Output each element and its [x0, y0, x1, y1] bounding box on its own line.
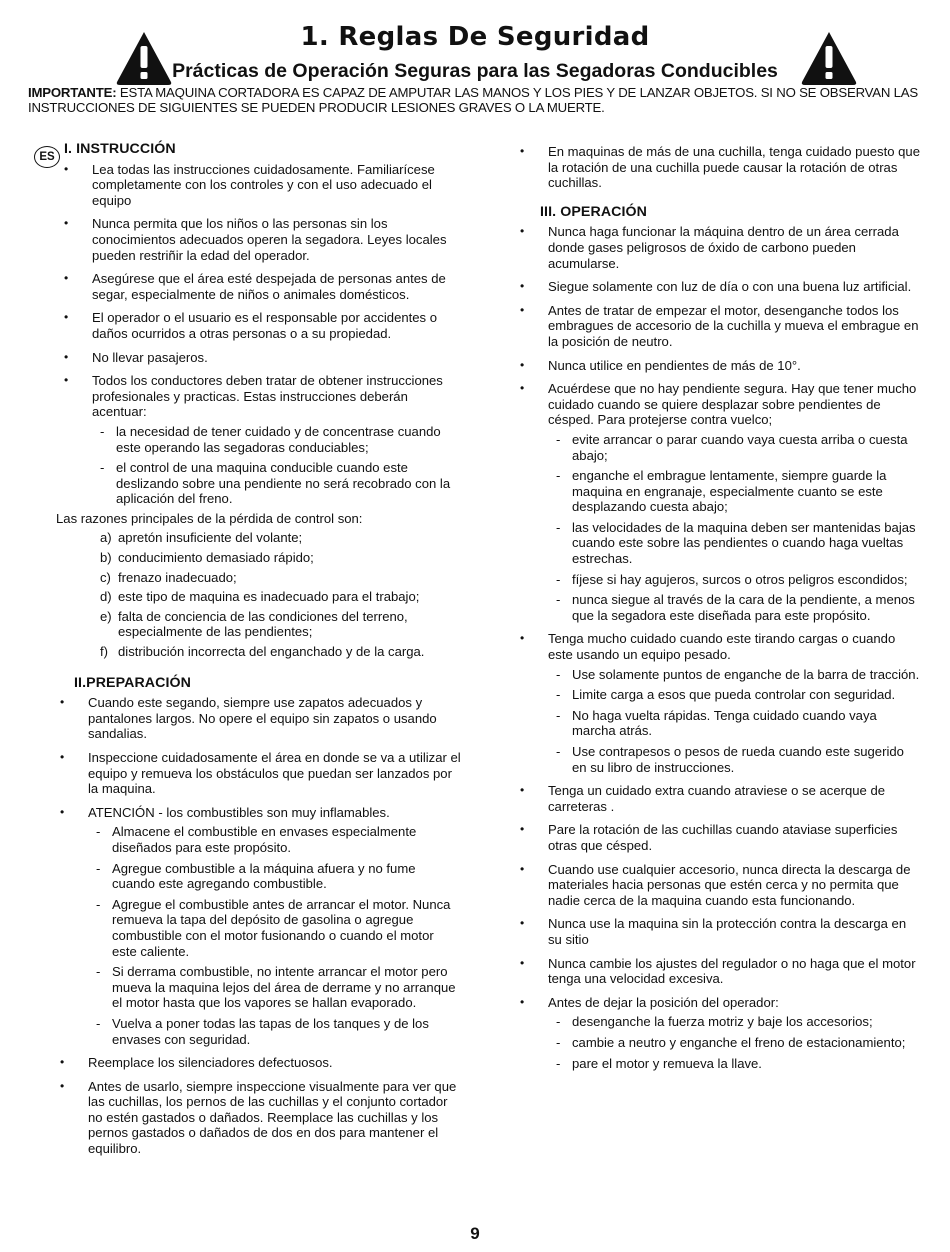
list-item: • Cuando este segando, siempre use zapatos adecuados y pantalones largos. No opere el equipo sin zapatos o usando sandalias.: [60, 695, 462, 742]
sub-list: [88, 824, 462, 1047]
reasons-intro: Las razones principales de la pérdida de control son:: [56, 510, 363, 526]
list-item: [520, 381, 920, 623]
list-item: • Reemplace los silenciadores defectuosos.: [60, 1055, 462, 1071]
sub-list-item: - nunca siegue al través de la cara de la pendiente, a menos que la segadora este diseñada para este propósito.: [548, 592, 920, 623]
reason-item: [64, 550, 462, 566]
list-item: • Asegúrese que el área esté despejada de personas antes de segar, especialmente de niños o animales domésticos.: [64, 271, 462, 302]
list-item: • No llevar pasajeros.: [64, 350, 462, 366]
section-heading-preparacion: II.PREPARACIÓN: [74, 674, 192, 691]
list-item: • Nunca cambie los ajustes del regulador o no haga que el motor tenga una velocidad excesiva.: [520, 956, 920, 987]
list-item: • El operador o el usuario es el responsable por accidentes o daños ocurridos a otras personas o a su propiedad.: [64, 310, 462, 341]
top-list: [520, 144, 920, 191]
page-title: 1. Reglas De Seguridad: [300, 22, 650, 52]
sub-list: [548, 432, 920, 624]
reason-text: conducimiento demasiado rápido;: [118, 550, 314, 566]
left-column: [56, 141, 462, 1165]
operacion-list: [520, 224, 920, 1071]
reasons-list: [64, 530, 462, 659]
important-notice: [28, 86, 920, 115]
list-item: • Antes de usarlo, siempre inspeccione visualmente para ver que las cuchillas, los pernos de las cuchillas y el conjunto cortador no estén gastados o dañados. Reemplace las cuchillas y los pernos gastados o dañados de dos en dos para mantener el equilibro.: [60, 1079, 462, 1157]
list-item: • Tenga un cuidado extra cuando atraviese o se acerque de carreteras .: [520, 783, 920, 814]
list-item: • Lea todas las instrucciones cuidadosamente. Familiarícese completamente con los controles y con el uso adecuado el equipo: [64, 162, 462, 209]
sub-list-item: - Use contrapesos o pesos de rueda cuando este sugerido en su libro de instrucciones.: [548, 744, 920, 775]
list-item-text: ATENCIÓN - los combustibles son muy inflamables.: [88, 804, 390, 820]
list-item: • En maquinas de más de una cuchilla, tenga cuidado puesto que la rotación de una cuchilla puede causar la rotación de otras cuchillas.: [520, 144, 920, 191]
reason-letter: e): [100, 608, 112, 624]
sub-list-item: - fíjese si hay agujeros, surcos o otros peligros escondidos;: [548, 572, 920, 588]
sub-list: [548, 1014, 920, 1071]
list-item: • Inspeccione cuidadosamente el área en donde se va a utilizar el equipo y remueva los obstáculos que puedan ser lanzados por la maquina.: [60, 750, 462, 797]
reason-text: distribución incorrecta del enganchado y de la carga.: [118, 644, 425, 660]
reason-item: [64, 644, 462, 660]
instruccion-list: [64, 162, 462, 507]
sub-list-item: - las velocidades de la maquina deben ser mantenidas bajas cuando este sobre las pendientes o cuando haga vueltas estrechas.: [548, 520, 920, 567]
sub-list-item: - cambie a neutro y enganche el freno de estacionamiento;: [548, 1035, 920, 1051]
list-item: • Cuando use cualquier accesorio, nunca directa la descarga de materiales hacia personas que estén cerca y no permita que nadie cerca de la maquina cuando esta funcionando.: [520, 862, 920, 909]
list-item-text: Acuérdese que no hay pendiente segura. Hay que tener mucho cuidado cuando se quiere desplazar sobre pendientes de césped. Para protejerse contra vuelco;: [548, 381, 917, 428]
sub-list-item: - enganche el embrague lentamente, siempre guarde la maquina en engranaje, especialmente cuanto se este desplazando cuesta abajo;: [548, 468, 920, 515]
right-column: [520, 144, 920, 1079]
list-item: • Siegue solamente con luz de día o con una buena luz artificial.: [520, 279, 920, 295]
reason-item: [64, 609, 462, 640]
sub-list-item: - evite arrancar o parar cuando vaya cuesta arriba o cuesta abajo;: [548, 432, 920, 463]
sub-list-item: - el control de una maquina conducible cuando este deslizando sobre una pendiente no será recobrado con la aplicación del freno.: [92, 460, 462, 507]
sub-list-item: - Use solamente puntos de enganche de la barra de tracción.: [548, 667, 920, 683]
reason-item: [64, 589, 462, 605]
list-item: • Nunca permita que los niños o las personas sin los conocimientos adecuados operen la segadora. Leyes locales pueden restriñir la edad del operador.: [64, 216, 462, 263]
sub-list-item: - Vuelva a poner todas las tapas de los tanques y de los envases con seguridad.: [88, 1016, 462, 1047]
sub-list-item: - Agregue combustible a la máquina afuera y no fume cuando este agregando combustible.: [88, 861, 462, 892]
reason-text: frenazo inadecuado;: [118, 569, 237, 585]
list-item-text: Tenga mucho cuidado cuando este tirando cargas o cuando este usando un equipo pesado.: [548, 631, 896, 663]
sub-list-item: - desenganche la fuerza motriz y baje los accesorios;: [548, 1014, 920, 1030]
reason-letter: f): [100, 644, 108, 660]
sub-list-item: - pare el motor y remueva la llave.: [548, 1056, 920, 1072]
list-item: [64, 373, 462, 507]
important-text: ESTA MAQUINA CORTADORA ES CAPAZ DE AMPUTAR LAS MANOS Y LOS PIES Y DE LANZAR OBJETOS. SI NO SE OBSERVAN LAS INSTRUCCIONES DE SIGUIENTES SE PUEDEN PRODUCIR LESIONES GRAVES O LA MUERTE.: [28, 85, 918, 115]
list-item-text: Antes de dejar la posición del operador:: [548, 994, 779, 1010]
list-item: [520, 631, 920, 775]
sub-list: [92, 424, 462, 507]
sub-list-item: - la necesidad de tener cuidado y de concentrase cuando este operando las segadoras conduciables;: [92, 424, 462, 455]
reason-letter: c): [100, 569, 111, 585]
reason-item: [64, 530, 462, 546]
list-item: • Nunca use la maquina sin la protección contra la descarga en su sitio: [520, 916, 920, 947]
reason-text: falta de conciencia de las condiciones del terreno, especialmente de las pendientes;: [118, 608, 408, 640]
list-item: • Nunca haga funcionar la máquina dentro de un área cerrada donde gases peligrosos de óxido de carbono pueden acumularse.: [520, 224, 920, 271]
sub-list-item: - Limite carga a esos que pueda controlar con seguridad.: [548, 687, 920, 703]
list-item: [520, 995, 920, 1071]
section-heading-instruccion: I. INSTRUCCIÓN: [64, 141, 176, 157]
reason-text: apretón insuficiente del volante;: [118, 530, 303, 546]
section-heading-operacion: III. OPERACIÓN: [540, 203, 648, 220]
language-badge: ES: [34, 146, 60, 168]
reason-letter: a): [100, 530, 112, 546]
sub-list-item: - Si derrama combustible, no intente arrancar el motor pero mueva la maquina lejos del área de derrame y no arranque el motor hasta que los vapores se hallan evaporado.: [88, 964, 462, 1011]
page-number: 9: [470, 1224, 480, 1243]
list-item: • Nunca utilice en pendientes de más de 10°.: [520, 358, 920, 374]
reason-item: [64, 570, 462, 586]
list-item: • Pare la rotación de las cuchillas cuando ataviase superficies otras que césped.: [520, 822, 920, 853]
reason-text: este tipo de maquina es inadecuado para el trabajo;: [118, 589, 420, 605]
list-item: • Antes de tratar de empezar el motor, desenganche todos los embragues de accesorio de la cuchilla y mueva el embrague en la posición de neutro.: [520, 303, 920, 350]
preparacion-list: [60, 695, 462, 1156]
reason-letter: d): [100, 589, 112, 605]
reason-letter: b): [100, 550, 112, 566]
sub-list-item: - No haga vuelta rápidas. Tenga cuidado cuando vaya marcha atrás.: [548, 708, 920, 739]
sub-list-item: - Almacene el combustible en envases especialmente diseñados para este propósito.: [88, 824, 462, 855]
list-item: [60, 805, 462, 1047]
sub-list: [548, 667, 920, 776]
sub-list-item: - Agregue el combustible antes de arrancar el motor. Nunca remueva la tapa del depósito de gasolina o agregue combustible con el motor fusionando o cuando el motor este caliente.: [88, 897, 462, 959]
page-subtitle: Prácticas de Operación Seguras para las Segadoras Conducibles: [172, 60, 778, 82]
important-label: IMPORTANTE:: [28, 85, 117, 100]
list-item-text: Todos los conductores deben tratar de obtener instrucciones profesionales y practicas. Estas instrucciones deberán acentuar:: [92, 373, 443, 420]
